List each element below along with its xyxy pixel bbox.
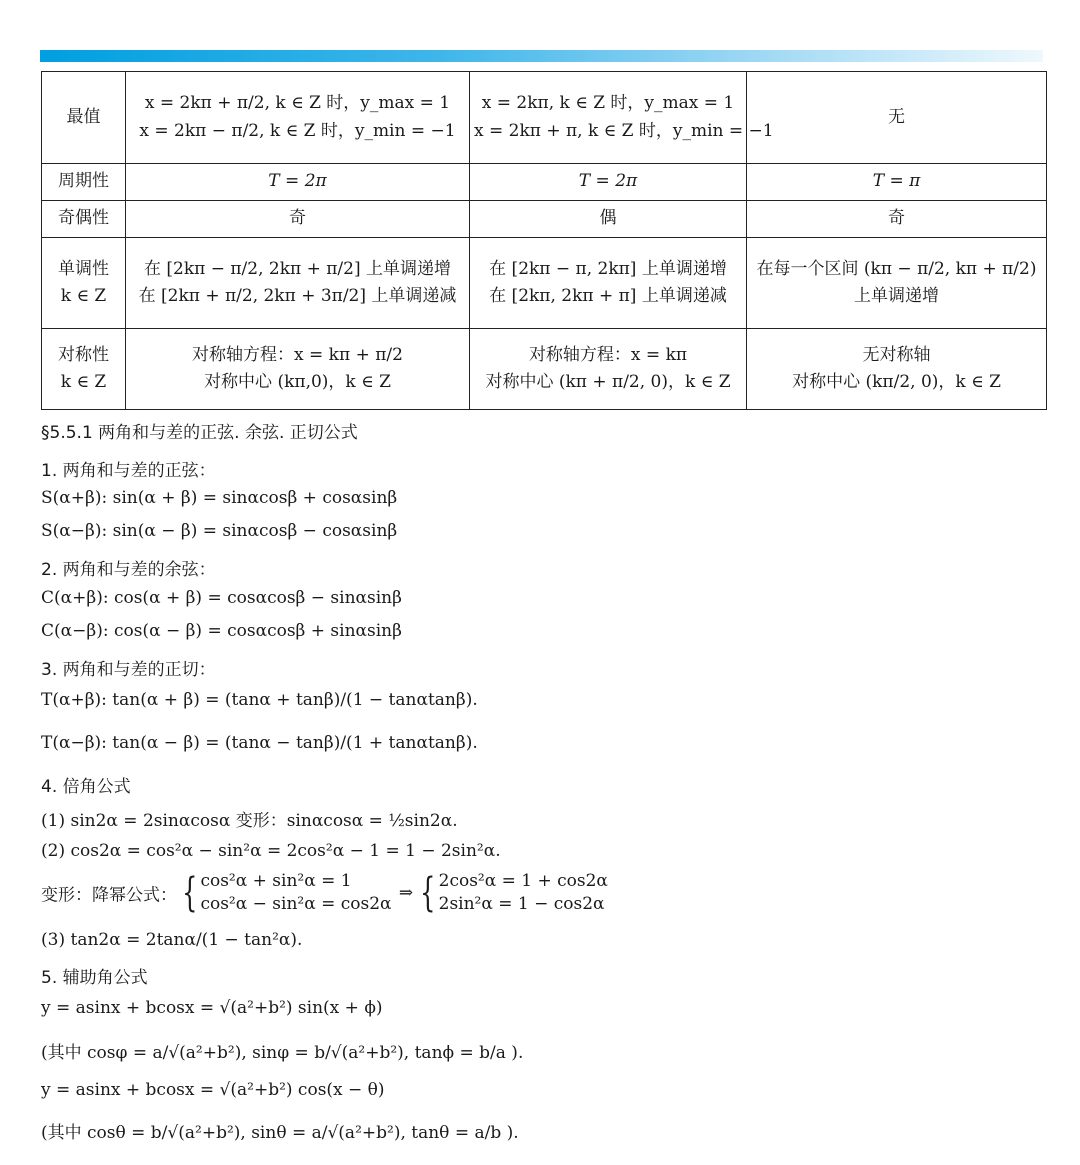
- row-label-monotonicity: [42, 238, 126, 329]
- cell-tan-parity: 奇: [747, 201, 1047, 238]
- cell-cos-period: T = 2π: [470, 164, 747, 201]
- table-row: [42, 238, 1047, 329]
- identity-line: cos²α + sin²α = 1: [200, 871, 352, 891]
- row-label-condition: k ∈ Z: [60, 286, 107, 306]
- formula-power-reduction: [41, 870, 608, 916]
- formula-sin-diff: S(α−β): sin(α − β) = sinαcosβ − cosαsinβ: [41, 521, 398, 541]
- cell-line: x = 2kπ + π, k ∈ Z 时，y_min = −1: [474, 120, 774, 141]
- cell-sin-parity: 奇: [126, 201, 470, 238]
- cell-cos-symmetry: [470, 329, 747, 410]
- formula-tan-sum: T(α+β): tan(α + β) = (tanα + tanβ)/(1 − tanαtanβ).: [41, 690, 478, 710]
- heading-cosine: 2. 两角和与差的余弦：: [41, 560, 216, 580]
- formula-cos-sum: C(α+β): cos(α + β) = cosαcosβ − sinαsinβ: [41, 588, 402, 608]
- cell-line: 在 [2kπ + π/2, 2kπ + 3π/2] 上单调递减: [138, 286, 457, 306]
- cell-cos-extremum: [470, 72, 774, 164]
- formula-cos-diff: C(α−β): cos(α − β) = cosαcosβ + sinαsinβ: [41, 621, 402, 641]
- identity-system: [200, 870, 391, 916]
- cell-line: 对称中心 (kπ,0)，k ∈ Z: [204, 372, 391, 392]
- cell-sin-symmetry: [126, 329, 470, 410]
- cell-cos-parity: 偶: [470, 201, 747, 238]
- cell-cos-monotonicity: [470, 238, 747, 329]
- table-row: [42, 164, 1047, 201]
- left-brace-icon: {: [420, 869, 436, 916]
- cell-line: 对称中心 (kπ/2, 0)，k ∈ Z: [792, 372, 1001, 392]
- cell-line: x = 2kπ − π/2, k ∈ Z 时，y_min = −1: [139, 120, 456, 141]
- formula-tan-double: (3) tan2α = 2tanα/(1 − tan²α).: [41, 930, 303, 950]
- row-label-parity: 奇偶性: [42, 201, 126, 238]
- cell-sin-period: T = 2π: [126, 164, 470, 201]
- formula-aux-cos-conditions: (其中 cosθ = b/√(a²+b²), sinθ = a/√(a²+b²), tanθ = a/b ).: [41, 1123, 519, 1143]
- power-reduction-label: 变形：降幂公式：: [41, 885, 177, 906]
- row-label-text: 单调性: [58, 258, 109, 279]
- cell-tan-symmetry: [747, 329, 1047, 410]
- cell-line: 在 [2kπ, 2kπ + π] 上单调递减: [489, 286, 727, 306]
- reduction-line: 2cos²α = 1 + cos2α: [438, 871, 608, 891]
- row-label-symmetry: [42, 329, 126, 410]
- reduction-line: 2sin²α = 1 − cos2α: [438, 893, 605, 914]
- heading-double-angle: 4. 倍角公式: [41, 777, 131, 797]
- cell-line: 上单调递增: [854, 286, 939, 306]
- row-label-condition: k ∈ Z: [60, 372, 107, 392]
- cell-tan-monotonicity: [747, 238, 1047, 329]
- row-label-text: 对称性: [58, 344, 109, 365]
- trig-properties-table: [41, 71, 1047, 410]
- formula-aux-sin: y = asinx + bcosx = √(a²+b²) sin(x + ϕ): [41, 998, 383, 1018]
- table-row: [42, 201, 1047, 238]
- formula-sin-double: (1) sin2α = 2sinαcosα 变形：sinαcosα = ½sin2α.: [41, 811, 458, 831]
- cell-line: 在每一个区间 (kπ − π/2, kπ + π/2): [756, 258, 1037, 279]
- cell-line: 在 [2kπ − π/2, 2kπ + π/2] 上单调递增: [144, 258, 451, 279]
- header-gradient-bar: [40, 50, 1043, 62]
- reduction-system: [439, 870, 608, 916]
- row-label-extremum: 最值: [42, 72, 126, 164]
- formula-tan-diff: T(α−β): tan(α − β) = (tanα − tanβ)/(1 + tanαtanβ).: [41, 733, 478, 753]
- cell-line: 对称轴方程：x = kπ: [528, 344, 688, 365]
- formula-cos-double: (2) cos2α = cos²α − sin²α = 2cos²α − 1 = 1 − 2sin²α.: [41, 841, 501, 861]
- section-title: §5.5.1 两角和与差的正弦. 余弦. 正切公式: [41, 423, 358, 443]
- cell-line: 无对称轴: [862, 344, 931, 365]
- cell-line: x = 2kπ + π/2, k ∈ Z 时，y_max = 1: [144, 93, 451, 114]
- identity-line: cos²α − sin²α = cos2α: [200, 893, 392, 914]
- table-row: [42, 72, 1047, 164]
- formula-aux-cos: y = asinx + bcosx = √(a²+b²) cos(x − θ): [41, 1080, 385, 1100]
- heading-auxiliary-angle: 5. 辅助角公式: [41, 968, 148, 988]
- row-label-period: 周期性: [42, 164, 126, 201]
- formula-aux-sin-conditions: (其中 cosφ = a/√(a²+b²), sinφ = b/√(a²+b²), tanϕ = b/a ).: [41, 1043, 524, 1063]
- heading-sine: 1. 两角和与差的正弦：: [41, 461, 216, 481]
- cell-sin-monotonicity: [126, 238, 470, 329]
- cell-line: 对称中心 (kπ + π/2, 0)，k ∈ Z: [485, 372, 731, 392]
- table-row: [42, 329, 1047, 410]
- cell-line: x = 2kπ, k ∈ Z 时，y_max = 1: [481, 93, 735, 114]
- implies-arrow-icon: ⇒: [398, 882, 414, 903]
- formula-sin-sum: S(α+β): sin(α + β) = sinαcosβ + cosαsinβ: [41, 488, 398, 508]
- cell-line: 对称轴方程：x = kπ + π/2: [192, 344, 403, 365]
- cell-line: 在 [2kπ − π, 2kπ] 上单调递增: [489, 258, 727, 279]
- left-brace-icon: {: [182, 869, 198, 916]
- cell-tan-period: T = π: [747, 164, 1047, 201]
- cell-sin-extremum: [126, 72, 470, 164]
- cell-tan-extremum: 无: [747, 72, 1047, 164]
- heading-tangent: 3. 两角和与差的正切：: [41, 660, 216, 680]
